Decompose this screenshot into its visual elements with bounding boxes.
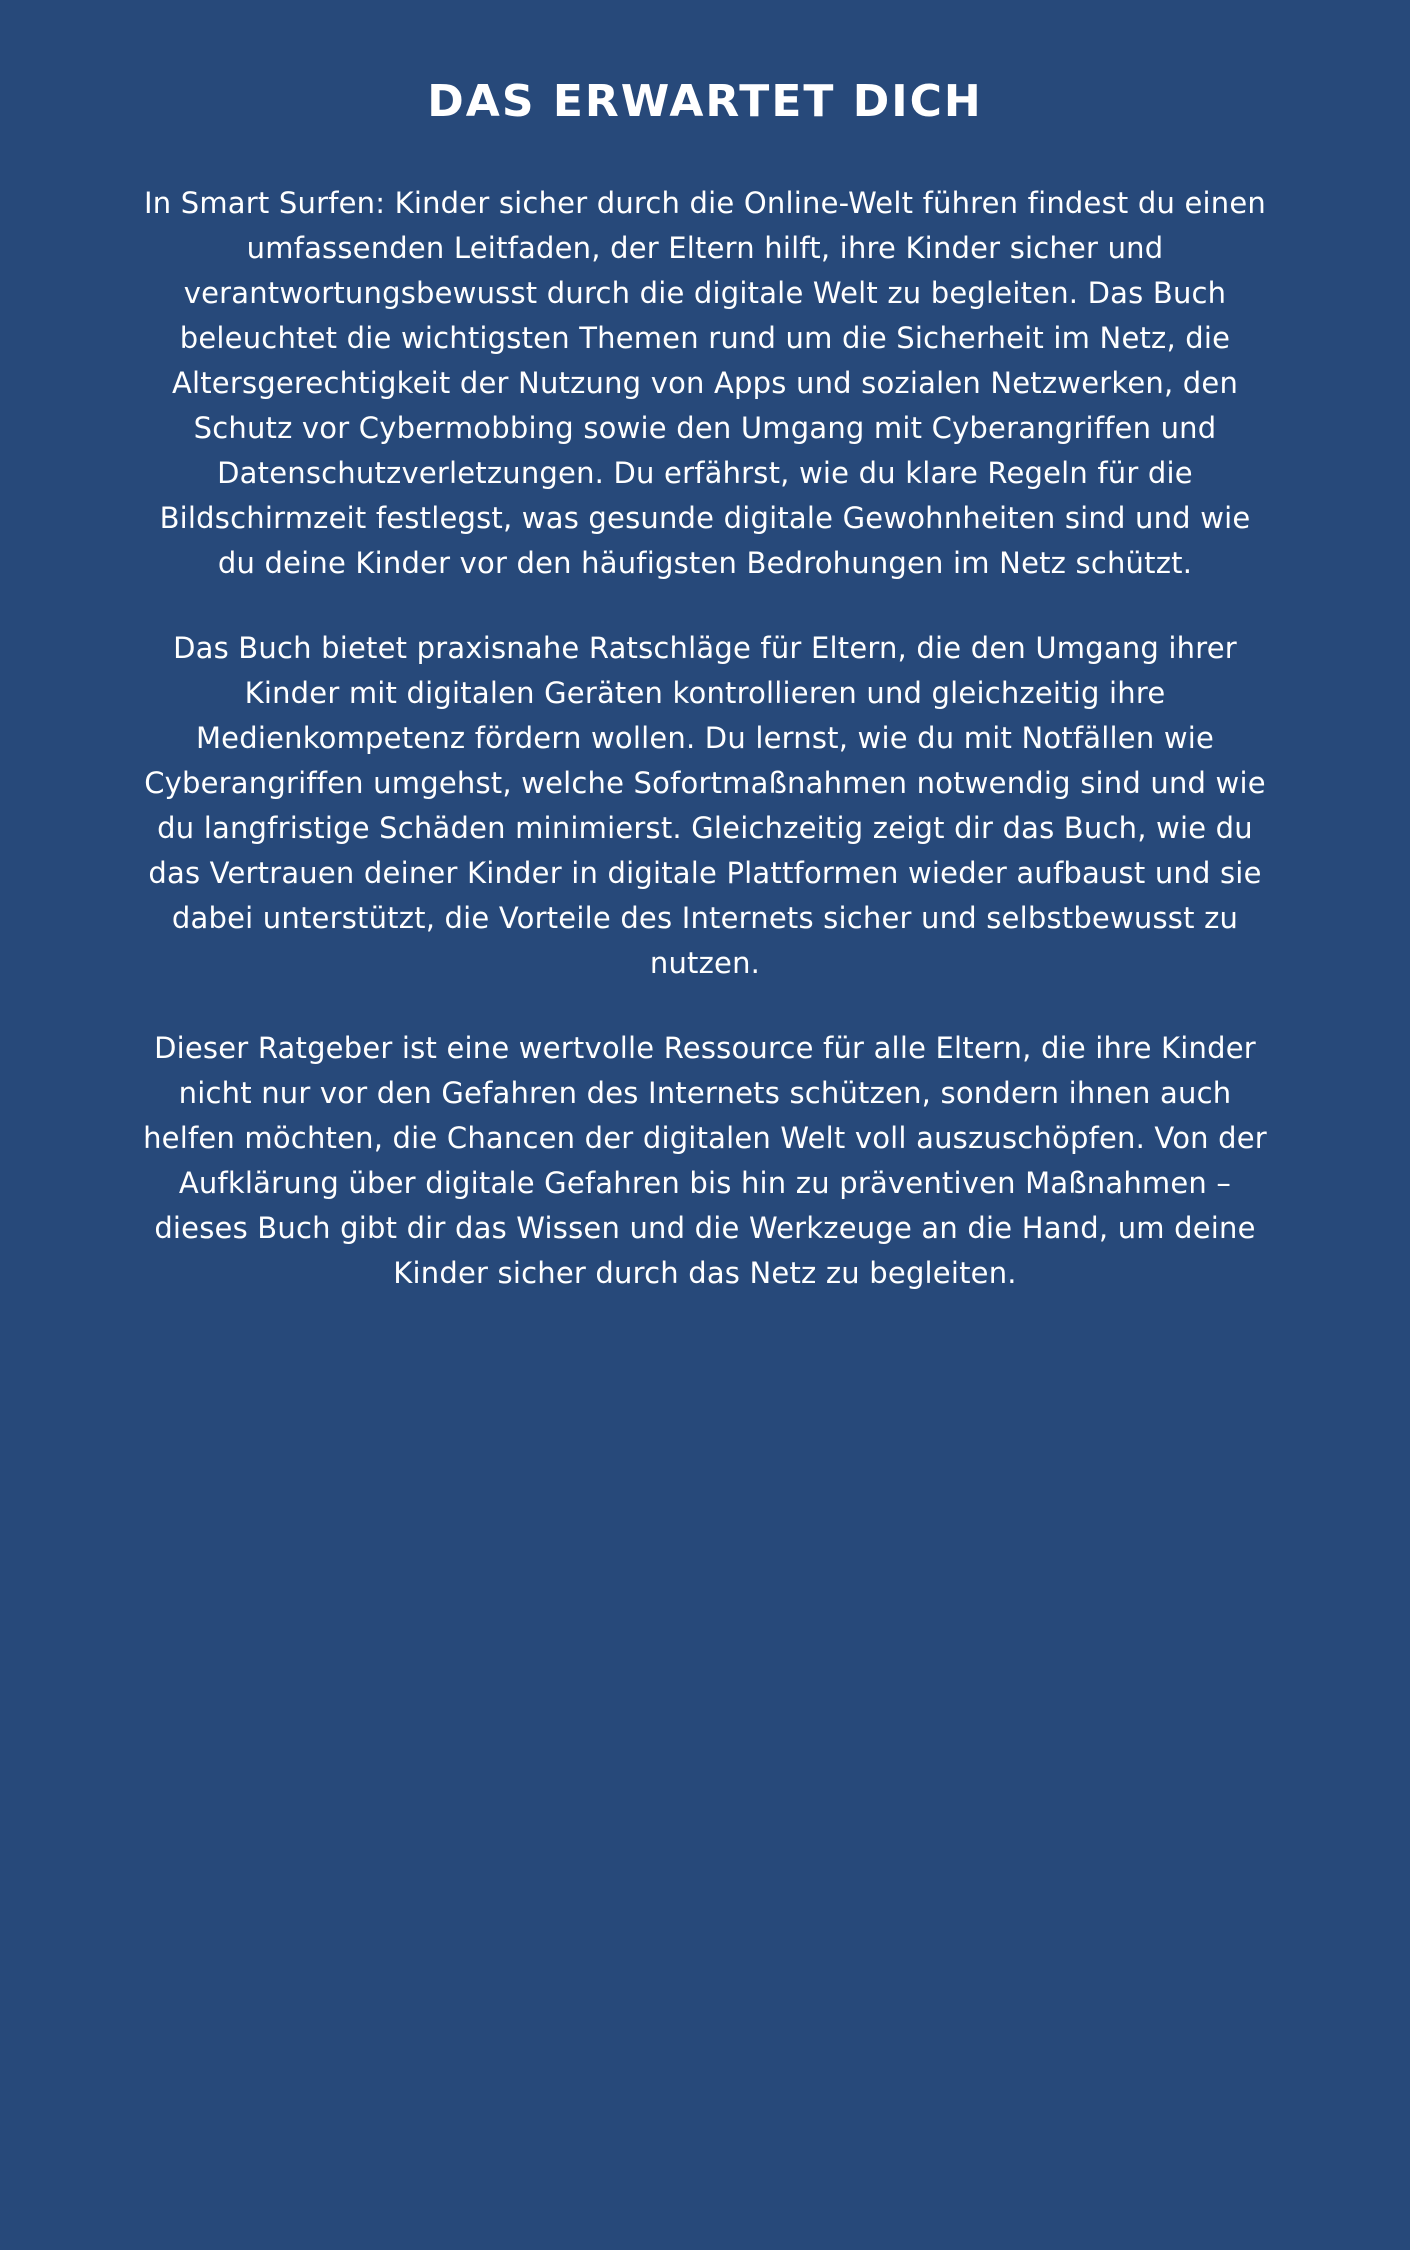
- paragraph-overview: In Smart Surfen: Kinder sicher durch die Online-Welt führen findest du einen umfassenden Leitfaden, der Eltern hilft, ihre Kinder sicher und verantwortungsbewusst durch die digitale Welt zu begleiten. Das Buch beleuchtet die wichtigsten Themen rund um die Sicherheit im Netz, die Altersgerechtigkeit der Nutzung von Apps und sozialen Netzwerken, den Schutz vor Cybermobbing sowie den Umgang mit Cyberangriffen und Datenschutzverletzungen. Du erfährst, wie du klare Regeln für die Bildschirmzeit festlegst, was gesunde digitale Gewohnheiten sind und wie du deine Kinder vor den häufigsten Bedrohungen im Netz schützt.: [144, 185, 1266, 580]
- paragraph-advice: Das Buch bietet praxisnahe Ratschläge für Eltern, die den Umgang ihrer Kinder mit digitalen Geräten kontrollieren und gleichzeitig ihre Medienkompetenz fördern wollen. Du lernst, wie du mit Notfällen wie Cyberangriffen umgehst, welche Sofortmaßnahmen notwendig sind und wie du langfristige Schäden minimierst. Gleichzeitig zeigt dir das Buch, wie du das Vertrauen deiner Kinder in digitale Plattformen wieder aufbaust und sie dabei unterstützt, die Vorteile des Internets sicher und selbstbewusst zu nutzen.: [144, 630, 1266, 980]
- paragraph-resource: Dieser Ratgeber ist eine wertvolle Ressource für alle Eltern, die ihre Kinder nicht nur vor den Gefahren des Internets schützen, sondern ihnen auch helfen möchten, die Chancen der digitalen Welt voll auszuschöpfen. Von der Aufklärung über digitale Gefahren bis hin zu präventiven Maßnahmen – dieses Buch gibt dir das Wissen und die Werkzeuge an die Hand, um deine Kinder sicher durch das Netz zu begleiten.: [143, 1030, 1267, 1290]
- page-title: DAS ERWARTET DICH: [427, 76, 983, 127]
- description-text-block: [141, 181, 1269, 1296]
